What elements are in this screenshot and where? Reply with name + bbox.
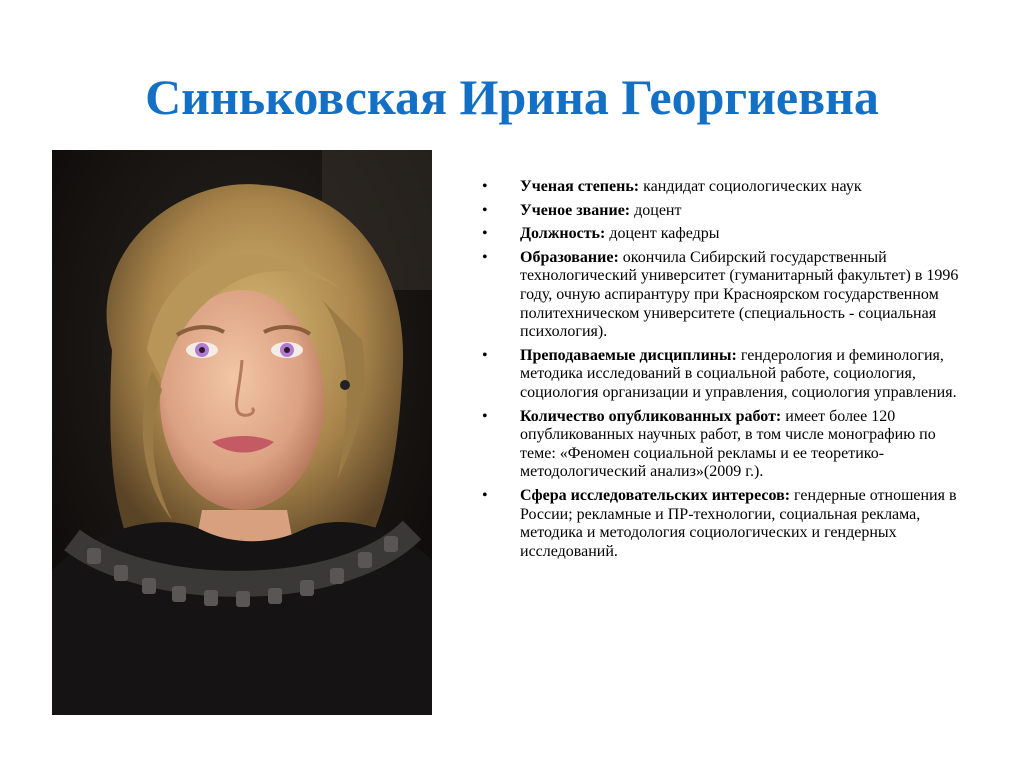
bullet-icon: • — [482, 225, 488, 243]
list-item — [482, 249, 962, 342]
list-item — [482, 202, 962, 221]
item-label: Сфера исследовательских интересов: — [520, 486, 791, 504]
item-text: имеет более 120 опубликованных научных работ, в том числе монографию по теме: «Феномен социальной рекламы и ее теоретико-методологический анализ»(2009 г.). — [520, 407, 936, 481]
list-item — [482, 408, 962, 482]
bullet-icon: • — [482, 407, 488, 425]
item-text: кандидат социологических наук — [639, 178, 862, 195]
item-text: окончила Сибирский государственный технологический университет (гуманитарный факультет) в 1996 году, очную аспирантуру при Красноярском государственном политехническом университете (специальность - социальная психология). — [520, 248, 959, 341]
item-label: Образование: — [520, 248, 619, 266]
slide-title: Синьковская Ирина Георгиевна — [145, 69, 879, 125]
item-label: Преподаваемые дисциплины: — [520, 346, 737, 364]
item-text: доцент — [630, 201, 682, 219]
list-item — [482, 178, 962, 197]
item-text: доцент кафедры — [605, 225, 720, 243]
bullet-icon: • — [482, 486, 488, 504]
item-text: гендерология и феминология, методика исследований в социальной работе, социология, социология организации и управления, социология управления. — [520, 346, 957, 401]
list-item — [482, 225, 962, 244]
item-label: Ученое звание: — [520, 201, 631, 219]
item-text: гендерные отношения в России; рекламные и ПР-технологии, социальная реклама, методика и методология социологических и гендерных исследований. — [520, 486, 957, 560]
item-label: Количество опубликованных работ: — [520, 407, 782, 425]
item-label: Должность: — [520, 225, 606, 243]
portrait-photo — [52, 150, 432, 715]
item-label: Ученая степень: — [520, 178, 640, 195]
list-item — [482, 487, 962, 561]
bullet-icon: • — [482, 178, 488, 195]
bullet-icon: • — [482, 201, 488, 219]
list-item — [482, 347, 962, 403]
bullet-icon: • — [482, 248, 488, 266]
info-list — [482, 178, 962, 566]
bullet-icon: • — [482, 346, 488, 364]
